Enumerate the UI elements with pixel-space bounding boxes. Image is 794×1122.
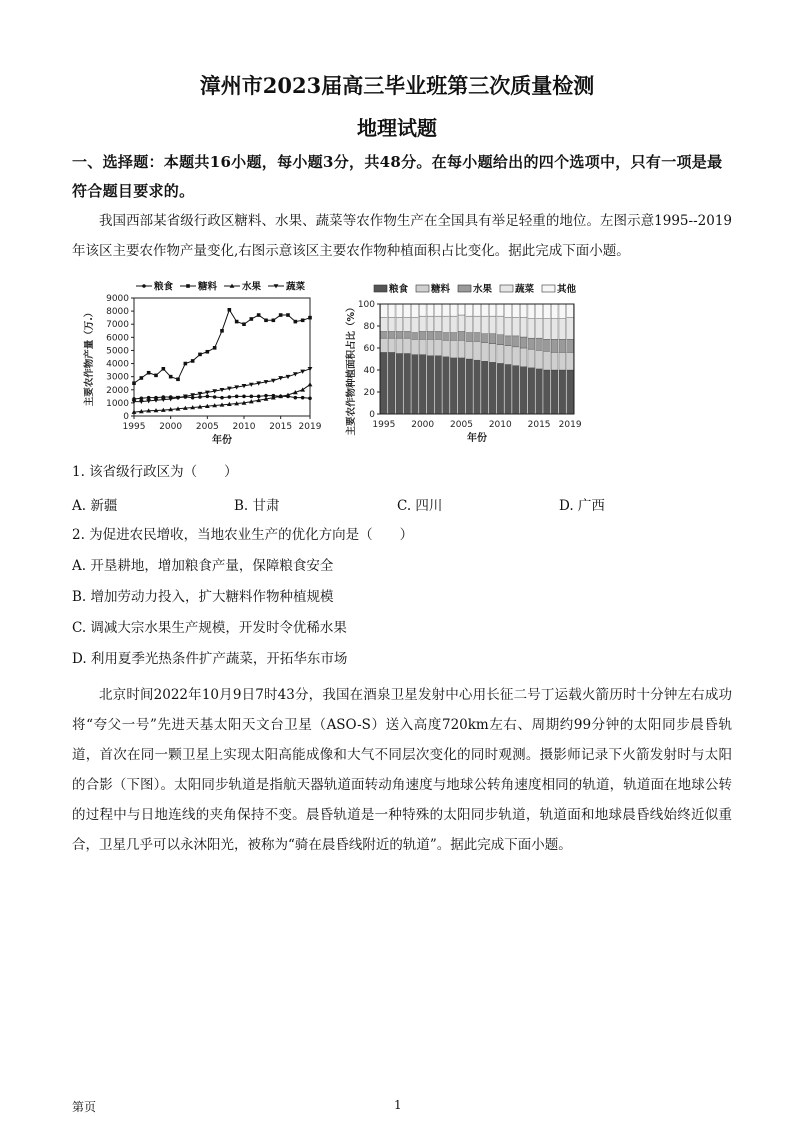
bar-segment	[396, 317, 403, 331]
bar-segment	[381, 332, 388, 339]
y-tick-label: 60	[363, 344, 375, 354]
bar-segment	[567, 339, 574, 352]
bar-segment	[536, 350, 543, 369]
bar-segment	[458, 340, 465, 358]
bar-segment	[404, 304, 411, 317]
production-line-chart	[78, 278, 340, 448]
bar-segment	[551, 318, 558, 339]
x-tick-label: 2010	[232, 422, 256, 432]
bar-segment	[520, 348, 527, 367]
bar-segment	[512, 366, 519, 414]
option-a[interactable]: A. 新疆	[72, 498, 118, 514]
data-point	[191, 359, 195, 363]
footer-page-label: 第页	[72, 1100, 97, 1114]
bar-segment	[450, 340, 457, 358]
x-tick-label: 2000	[411, 420, 435, 430]
bar-segment	[567, 370, 574, 414]
bar-segment	[412, 339, 419, 354]
data-point	[132, 381, 136, 385]
bar-segment	[419, 316, 426, 331]
bar-segment	[381, 338, 388, 352]
data-point	[286, 313, 290, 317]
y-tick-label: 9000	[106, 294, 129, 304]
bar-segment	[466, 316, 473, 333]
x-axis-label: 年份	[467, 433, 487, 444]
data-point	[220, 329, 224, 333]
data-point	[228, 308, 232, 312]
bar-segment	[481, 316, 488, 334]
bar-segment	[559, 370, 566, 414]
bar-segment	[481, 361, 488, 414]
bar-segment	[528, 304, 535, 318]
x-tick-label: 2005	[195, 422, 219, 432]
legend-label: 其他	[557, 284, 577, 295]
bar-segment	[528, 318, 535, 338]
option-c[interactable]: C. 四川	[397, 498, 443, 514]
bar-segment	[458, 332, 465, 341]
bar-segment	[559, 318, 566, 339]
bar-segment	[404, 332, 411, 339]
bar-segment	[427, 332, 434, 340]
bar-segment	[419, 355, 426, 414]
area-share-bar-chart	[340, 278, 600, 448]
bar-segment	[551, 370, 558, 414]
bar-segment	[435, 316, 442, 331]
bar-segment	[528, 349, 535, 368]
x-tick-label: 2000	[159, 422, 183, 432]
bar-segment	[396, 338, 403, 353]
legend-label: 糖料	[431, 284, 451, 295]
bar-segment	[497, 363, 504, 414]
bar-segment	[497, 345, 504, 364]
bar-segment	[505, 317, 512, 336]
data-point	[198, 353, 202, 357]
bar-segment	[388, 304, 395, 317]
x-tick-label: 1995	[372, 420, 396, 430]
bar-segment	[520, 337, 527, 348]
bar-segment	[443, 333, 450, 341]
legend-swatch	[374, 285, 387, 292]
y-tick-label: 100	[357, 300, 375, 310]
data-point	[250, 317, 254, 321]
passage-2: 北京时间2022年10月9日7时43分，我国在酒泉卫星发射中心用长征二号丁运载火箭历时十分钟左右成功将“夸父一号”先进天基太阳天文台卫星（ASO-S）送入高度720km左右、周期约99分钟的太阳同步晨昏轨道，首次在同一颗卫星上实现太阳高能成像和大气不同层次变化的同时观测。摄影师记录下火箭发射时与太阳的合影（下图）。太阳同步轨道是指航天器轨道面转动角速度与地球公转角速度相同的轨道，轨道面在地球公转的过程中与日地连线的夹角保持不变。晨昏轨道是一种特殊的太阳同步轨道，轨道面和地球晨昏线始终近似重合，卫星几乎可以永沐阳光，被称为“骑在晨昏线附近的轨道”。据此完成下面小题。	[72, 687, 732, 853]
bar-segment	[404, 354, 411, 415]
bar-segment	[443, 357, 450, 414]
y-tick-label: 3000	[106, 372, 129, 383]
bar-segment	[520, 367, 527, 414]
bar-segment	[388, 338, 395, 352]
option-d[interactable]: D. 广西	[559, 498, 605, 514]
option-b[interactable]: B. 甘肃	[234, 498, 280, 514]
y-tick-label: 20	[363, 388, 375, 398]
legend-swatch	[500, 285, 513, 292]
bar-segment	[474, 341, 481, 360]
data-point	[184, 362, 188, 366]
bar-segment	[435, 304, 442, 316]
x-tick-label: 2005	[450, 420, 473, 430]
legend-label: 糖料	[198, 281, 218, 293]
bar-segment	[543, 351, 550, 370]
bar-segment	[404, 317, 411, 331]
data-point	[235, 395, 239, 399]
legend-swatch	[458, 285, 471, 292]
x-tick-label: 2010	[488, 420, 512, 430]
bar-segment	[427, 356, 434, 414]
legend-label: 蔬菜	[515, 284, 535, 295]
bar-segment	[505, 304, 512, 317]
bar-segment	[443, 304, 450, 316]
bar-segment	[543, 304, 550, 318]
bar-segment	[412, 355, 419, 414]
bar-segment	[458, 315, 465, 332]
y-tick-label: 80	[363, 322, 375, 332]
bar-segment	[489, 344, 496, 363]
data-point	[169, 375, 173, 379]
data-point	[220, 396, 224, 400]
data-point	[140, 397, 144, 401]
page-title: 漳州市2023届高三毕业班第三次质量检测	[199, 73, 595, 98]
data-point	[294, 396, 298, 400]
bar-segment	[427, 316, 434, 331]
bar-segment	[520, 304, 527, 317]
bar-segment	[458, 358, 465, 414]
question-1-stem: 1. 该省级行政区为（ ）	[72, 464, 238, 480]
bar-segment	[443, 340, 450, 357]
bar-segment	[466, 359, 473, 414]
bar-segment	[381, 317, 388, 331]
data-point	[301, 318, 305, 322]
legend-marker	[142, 284, 146, 288]
y-axis-label: 主要农作物产量（万.）	[84, 307, 95, 407]
y-tick-label: 40	[363, 366, 375, 376]
bar-segment	[559, 352, 566, 370]
bar-segment	[419, 304, 426, 316]
data-point	[228, 395, 232, 399]
bar-segment	[396, 332, 403, 339]
bar-segment	[412, 317, 419, 332]
bar-segment	[551, 339, 558, 352]
bar-segment	[567, 304, 574, 317]
bar-segment	[497, 316, 504, 335]
question-2-option-c[interactable]: C. 调减大宗水果生产规模，开发时令优稀水果	[72, 620, 347, 636]
data-point	[140, 376, 144, 380]
bar-segment	[435, 356, 442, 414]
bar-segment	[520, 317, 527, 337]
x-tick-label: 2015	[527, 420, 551, 430]
bar-segment	[412, 333, 419, 340]
bar-segment	[551, 352, 558, 370]
bar-segment	[381, 304, 388, 317]
data-point	[264, 318, 268, 322]
footer-page-number: 1	[394, 1098, 402, 1112]
bar-segment	[450, 333, 457, 341]
x-axis-label: 年份	[212, 435, 232, 446]
data-point	[242, 395, 246, 399]
bar-segment	[435, 332, 442, 340]
bar-segment	[435, 339, 442, 356]
data-point	[213, 395, 217, 399]
bar-segment	[505, 336, 512, 346]
data-point	[235, 320, 239, 324]
bar-segment	[543, 339, 550, 351]
data-point	[147, 396, 151, 400]
y-tick-label: 0	[123, 412, 129, 422]
data-point	[250, 395, 254, 399]
y-tick-label: 8000	[106, 307, 129, 318]
bar-segment	[466, 333, 473, 342]
bar-segment	[536, 318, 543, 338]
y-tick-label: 1000	[106, 398, 129, 409]
x-tick-label: 2015	[269, 422, 293, 432]
y-tick-label: 7000	[106, 320, 129, 331]
legend-label: 水果	[473, 284, 493, 295]
bar-segment	[536, 338, 543, 350]
question-2-option-d[interactable]: D. 利用夏季光热条件扩产蔬菜，开拓华东市场	[72, 651, 348, 667]
bar-segment	[427, 304, 434, 316]
x-tick-label: 2019	[558, 420, 582, 430]
bar-segment	[404, 338, 411, 353]
bar-segment	[567, 352, 574, 370]
bar-segment	[481, 334, 488, 343]
bar-segment	[543, 318, 550, 339]
question-2-stem: 2. 为促进农民增收，当地农业生产的优化方向是（ ）	[72, 527, 414, 543]
bar-segment	[396, 304, 403, 317]
y-tick-label: 4000	[106, 359, 129, 370]
bar-segment	[388, 317, 395, 331]
data-point	[176, 377, 180, 381]
bar-segment	[551, 304, 558, 318]
legend-label: 粮食	[154, 281, 174, 293]
bar-segment	[443, 316, 450, 333]
bar-segment	[559, 304, 566, 318]
passage-1: 我国西部某省级行政区糖料、水果、蔬菜等农作物生产在全国具有举足轻重的地位。左图示意1995--2019年该区主要农作物产量变化,右图示意该区主要农作物种植面积占比变化。据此完成下面小题。	[72, 213, 732, 259]
data-point	[294, 320, 298, 324]
bar-segment	[536, 304, 543, 318]
data-point	[308, 397, 312, 401]
series-line-1	[134, 310, 310, 383]
data-point	[308, 316, 312, 320]
bar-segment	[489, 316, 496, 334]
bar-segment	[528, 338, 535, 349]
bar-segment	[559, 339, 566, 352]
section-heading: 一、选择题：本题共16小题，每小题3分，共48分。在每小题给出的四个选项中，只有一项是最符合题目要求的。	[72, 153, 723, 200]
bar-segment	[497, 335, 504, 345]
bar-segment	[474, 360, 481, 414]
bar-segment	[512, 347, 519, 366]
data-point	[206, 395, 210, 399]
bar-segment	[489, 304, 496, 316]
bar-segment	[497, 304, 504, 316]
data-point	[162, 367, 166, 371]
data-point	[154, 374, 158, 378]
bar-segment	[450, 304, 457, 316]
legend-swatch	[542, 285, 555, 292]
bar-segment	[427, 339, 434, 356]
bar-segment	[388, 352, 395, 414]
bar-segment	[474, 316, 481, 333]
bar-segment	[412, 304, 419, 317]
bar-segment	[450, 316, 457, 333]
bar-segment	[489, 334, 496, 344]
bar-segment	[458, 304, 465, 315]
legend-label: 蔬菜	[286, 281, 306, 293]
bar-segment	[419, 332, 426, 340]
bar-segment	[474, 333, 481, 342]
bar-segment	[381, 352, 388, 414]
legend-label: 粮食	[389, 284, 409, 295]
x-tick-label: 1995	[122, 422, 146, 432]
x-tick-label: 2019	[298, 422, 322, 432]
legend-marker	[186, 284, 190, 288]
bar-segment	[536, 369, 543, 414]
data-point	[279, 313, 283, 317]
bar-segment	[450, 358, 457, 414]
bar-segment	[481, 304, 488, 316]
y-axis-label: 主要农作物种植面积占比（%）	[346, 302, 357, 436]
question-2-option-b[interactable]: B. 增加劳动力投入，扩大糖料作物种植规模	[72, 589, 334, 605]
bar-segment	[466, 341, 473, 359]
question-2-option-a[interactable]: A. 开垦耕地，增加粮食产量，保障粮食安全	[72, 558, 334, 574]
y-tick-label: 6000	[106, 333, 129, 344]
bar-segment	[505, 365, 512, 415]
page-subtitle: 地理试题	[357, 116, 437, 140]
bar-segment	[466, 304, 473, 316]
bar-segment	[543, 370, 550, 414]
data-point	[206, 350, 210, 354]
bar-segment	[528, 368, 535, 414]
data-point	[257, 395, 261, 399]
bar-segment	[512, 304, 519, 317]
data-point	[257, 313, 261, 317]
y-tick-label: 2000	[106, 385, 129, 396]
data-point	[147, 371, 151, 375]
bar-segment	[512, 336, 519, 347]
bar-segment	[489, 362, 496, 414]
bar-segment	[481, 343, 488, 362]
data-point	[301, 396, 305, 400]
data-point	[213, 346, 217, 350]
bar-segment	[419, 339, 426, 354]
legend-label: 水果	[242, 281, 262, 293]
y-tick-label: 5000	[106, 346, 129, 357]
bar-segment	[474, 304, 481, 316]
data-point	[242, 322, 246, 326]
data-point	[272, 318, 276, 322]
bar-segment	[512, 317, 519, 336]
y-tick-label: 0	[369, 410, 375, 420]
data-point	[308, 382, 313, 386]
bar-segment	[505, 346, 512, 365]
legend-swatch	[416, 285, 429, 292]
bar-segment	[396, 354, 403, 415]
bar-segment	[388, 332, 395, 339]
bar-segment	[567, 317, 574, 339]
